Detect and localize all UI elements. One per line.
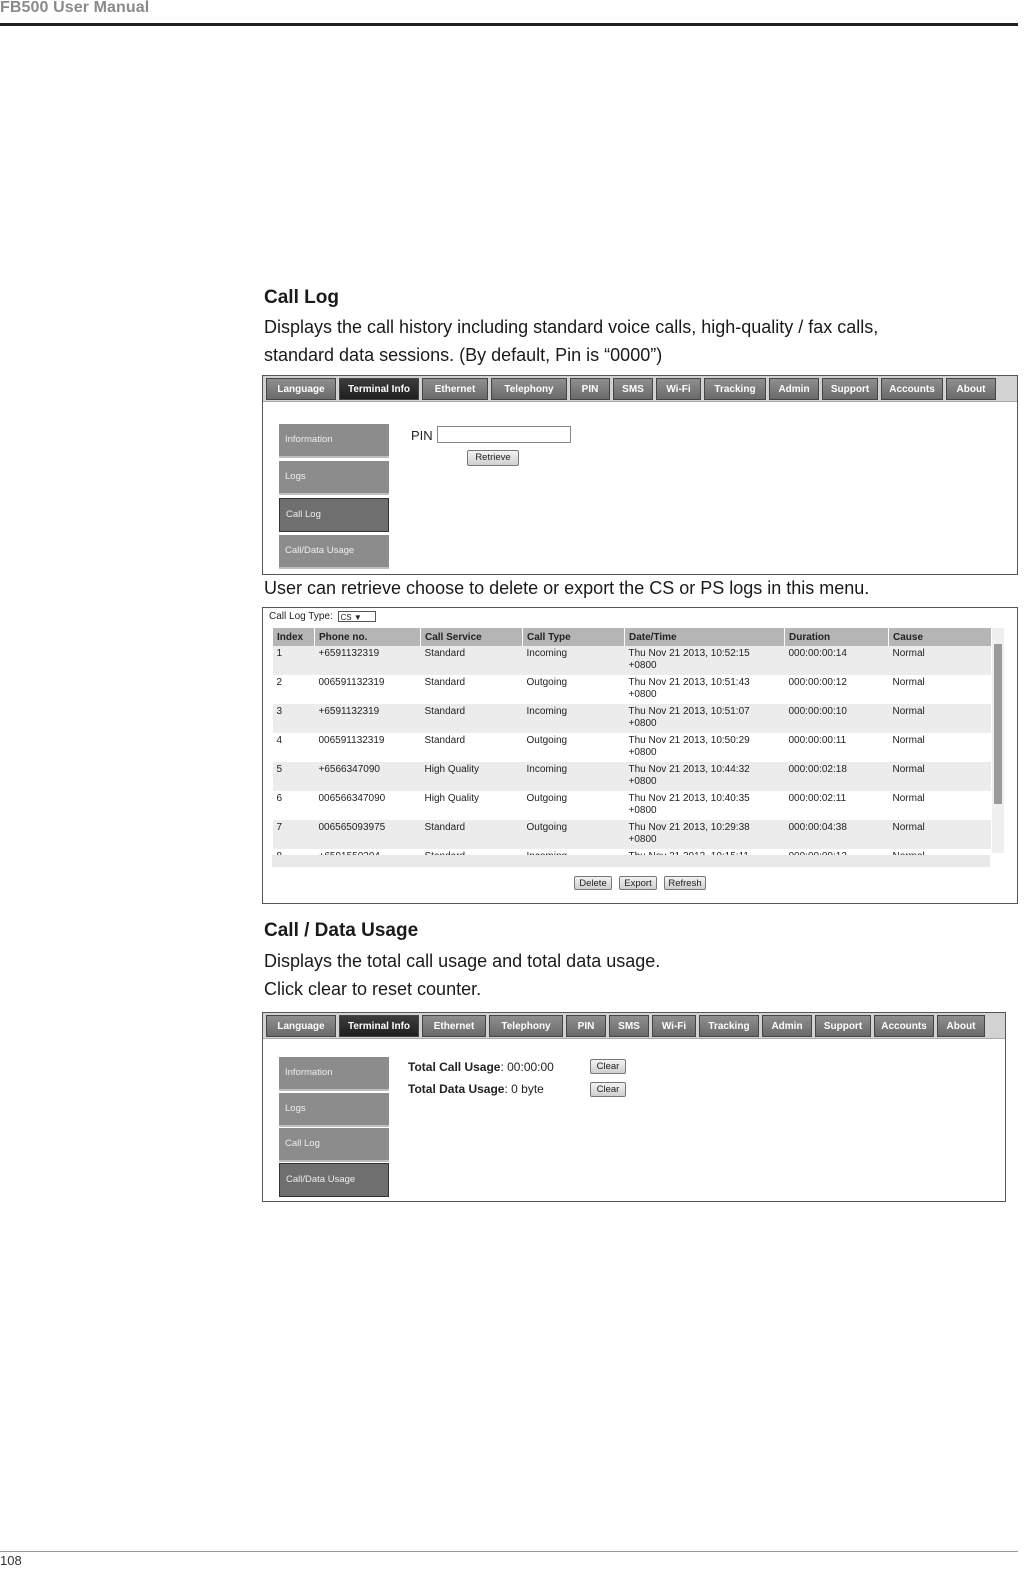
sidebar-item-information[interactable]: Information bbox=[279, 1057, 389, 1091]
total-data-usage-value: : 0 byte bbox=[504, 1082, 544, 1096]
table-cell bbox=[625, 791, 785, 820]
cell-text: 5 bbox=[276, 764, 283, 775]
cell-text: Incoming bbox=[526, 764, 568, 775]
table-cell bbox=[889, 762, 991, 791]
table-cell bbox=[421, 675, 523, 704]
usage-screenshot bbox=[262, 1012, 1006, 1202]
table-row[interactable] bbox=[273, 791, 991, 820]
cell-text: Outgoing bbox=[526, 793, 568, 804]
tab-language[interactable]: Language bbox=[266, 378, 336, 400]
sidebar-item-logs[interactable]: Logs bbox=[279, 461, 389, 495]
cell-text: +0800 bbox=[628, 776, 657, 787]
table-row[interactable] bbox=[273, 704, 991, 733]
call-log-heading: Call Log bbox=[264, 287, 339, 308]
table-header-row bbox=[273, 628, 991, 646]
cell-text: Normal bbox=[892, 735, 925, 746]
cell-text: Thu Nov 21 2013, 10:51:43 bbox=[628, 677, 750, 688]
table-cell bbox=[273, 762, 315, 791]
table-cell bbox=[315, 675, 421, 704]
table-cell bbox=[523, 820, 625, 849]
table-cell bbox=[889, 704, 991, 733]
sidebar-item-call-log[interactable]: Call Log bbox=[279, 1128, 389, 1162]
pin-screenshot bbox=[262, 375, 1018, 575]
cell-text: +6591132319 bbox=[318, 648, 380, 659]
tab-wifi[interactable]: Wi-Fi bbox=[652, 1015, 696, 1037]
usage-description-1: Displays the total call usage and total data usage. bbox=[264, 951, 661, 971]
cell-text: Normal bbox=[892, 677, 925, 688]
cell-text: 000:00:02:11 bbox=[788, 793, 847, 804]
call-log-type-value: CS bbox=[340, 613, 352, 622]
sidebar-item-call-data-usage[interactable]: Call/Data Usage bbox=[279, 535, 389, 569]
table-row[interactable] bbox=[273, 646, 991, 675]
table-row[interactable] bbox=[273, 733, 991, 762]
cell-text: Thu Nov 21 2013, 10:52:15 bbox=[628, 648, 750, 659]
call-log-type-bar bbox=[269, 611, 376, 622]
cell-text: Incoming bbox=[526, 706, 568, 717]
table-cell bbox=[625, 762, 785, 791]
tab-tracking[interactable]: Tracking bbox=[699, 1015, 759, 1037]
tab-language[interactable]: Language bbox=[266, 1015, 336, 1037]
table-cell bbox=[625, 733, 785, 762]
retrieve-button[interactable]: Retrieve bbox=[467, 450, 519, 466]
tab-wifi[interactable]: Wi-Fi bbox=[656, 378, 701, 400]
cell-text: Outgoing bbox=[526, 677, 568, 688]
cell-text: Thu Nov 21 2013, 10:50:29 bbox=[628, 735, 750, 746]
table-cell bbox=[523, 675, 625, 704]
cell-text: High Quality bbox=[424, 793, 479, 804]
sidebar-item-call-data-usage[interactable]: Call/Data Usage bbox=[279, 1163, 389, 1197]
cell-text: 2 bbox=[276, 677, 283, 688]
table-cell bbox=[315, 791, 421, 820]
cell-text: +6591132319 bbox=[318, 706, 380, 717]
page-number: 108 bbox=[0, 1553, 22, 1568]
clear-data-usage-button[interactable]: Clear bbox=[590, 1082, 626, 1097]
column-header[interactable]: Phone no. bbox=[315, 628, 421, 646]
pin-label: PIN bbox=[411, 428, 433, 443]
table-cell bbox=[889, 820, 991, 849]
column-header[interactable]: Date/Time bbox=[625, 628, 785, 646]
table-cell bbox=[889, 675, 991, 704]
table-cell bbox=[785, 646, 889, 675]
cell-text: 006565093975 bbox=[318, 822, 386, 833]
cell-text: 000:00:00:12 bbox=[788, 677, 847, 688]
pin-input[interactable] bbox=[437, 426, 571, 443]
table-cell bbox=[315, 762, 421, 791]
table-cell bbox=[273, 675, 315, 704]
tab-tracking[interactable]: Tracking bbox=[704, 378, 766, 400]
footer-rule bbox=[0, 1551, 1018, 1552]
cell-text: Standard bbox=[424, 677, 466, 688]
cell-text: +0800 bbox=[628, 747, 657, 758]
table-cell bbox=[889, 791, 991, 820]
usage-heading: Call / Data Usage bbox=[264, 920, 419, 941]
table-cell bbox=[785, 733, 889, 762]
table-cell bbox=[889, 646, 991, 675]
total-data-usage-label: Total Data Usage bbox=[408, 1082, 505, 1096]
call-log-type-label: Call Log Type: bbox=[269, 611, 333, 623]
cell-text: Thu Nov 21 2013, 10:44:32 bbox=[628, 764, 750, 775]
table-cell bbox=[785, 675, 889, 704]
table-cell bbox=[523, 762, 625, 791]
total-call-usage-value: : 00:00:00 bbox=[500, 1060, 554, 1074]
tab-telephony[interactable]: Telephony bbox=[489, 1015, 563, 1037]
cell-text: 3 bbox=[276, 706, 283, 717]
table-cell bbox=[421, 646, 523, 675]
table-cell bbox=[315, 646, 421, 675]
vertical-scrollbar[interactable] bbox=[992, 628, 1004, 853]
table-cell bbox=[421, 791, 523, 820]
tab-about[interactable]: About bbox=[946, 378, 996, 400]
column-header[interactable]: Call Type bbox=[523, 628, 625, 646]
tab-admin[interactable]: Admin bbox=[762, 1015, 812, 1037]
cell-text: 006566347090 bbox=[318, 793, 386, 804]
call-log-description-1: Displays the call history including standard voice calls, high-quality / fax calls, bbox=[264, 317, 879, 337]
cell-text: Normal bbox=[892, 706, 925, 717]
table-cell bbox=[523, 704, 625, 733]
cell-text: Normal bbox=[892, 793, 925, 804]
header-rule bbox=[0, 23, 1018, 26]
cell-text: 4 bbox=[276, 735, 283, 746]
cell-text: +0800 bbox=[628, 660, 657, 671]
tab-about[interactable]: About bbox=[937, 1015, 985, 1037]
usage-description-2: Click clear to reset counter. bbox=[264, 979, 482, 999]
cell-text: 000:00:00:14 bbox=[788, 648, 847, 659]
column-header[interactable]: Call Service bbox=[421, 628, 523, 646]
tab-support[interactable]: Support bbox=[815, 1015, 871, 1037]
table-row[interactable] bbox=[273, 762, 991, 791]
cell-text: Standard bbox=[424, 735, 466, 746]
table-cell bbox=[785, 791, 889, 820]
call-log-description-2: standard data sessions. (By default, Pin is “0000”) bbox=[264, 345, 663, 365]
table-cell bbox=[889, 733, 991, 762]
sidebar-item-logs[interactable]: Logs bbox=[279, 1093, 389, 1127]
table-row[interactable] bbox=[273, 820, 991, 849]
cell-text: 7 bbox=[276, 822, 283, 833]
horizontal-scrollbar[interactable] bbox=[272, 855, 990, 867]
cell-text: +0800 bbox=[628, 805, 657, 816]
total-call-usage-label: Total Call Usage bbox=[408, 1060, 501, 1074]
tab-sms[interactable]: SMS bbox=[609, 1015, 649, 1037]
table-cell bbox=[315, 704, 421, 733]
cell-text: Normal bbox=[892, 822, 925, 833]
chevron-down-icon: ▼ bbox=[353, 613, 362, 622]
tab-support[interactable]: Support bbox=[822, 378, 878, 400]
table-cell bbox=[785, 762, 889, 791]
call-log-type-select[interactable] bbox=[338, 611, 376, 622]
cell-text: 000:00:00:10 bbox=[788, 706, 847, 717]
table-cell bbox=[273, 733, 315, 762]
cell-text: Outgoing bbox=[526, 735, 568, 746]
cell-text: Normal bbox=[892, 648, 925, 659]
column-header[interactable]: Cause bbox=[889, 628, 991, 646]
table-cell bbox=[273, 791, 315, 820]
cell-text: +0800 bbox=[628, 718, 657, 729]
cell-text: 000:00:00:11 bbox=[788, 735, 847, 746]
cell-text: Outgoing bbox=[526, 822, 568, 833]
cell-text: Normal bbox=[892, 764, 925, 775]
tab-bar bbox=[263, 1013, 1005, 1039]
cell-text: Thu Nov 21 2013, 10:51:07 bbox=[628, 706, 750, 717]
table-cell bbox=[421, 762, 523, 791]
table-cell bbox=[421, 704, 523, 733]
call-log-export-text: User can retrieve choose to delete or export the CS or PS logs in this menu. bbox=[264, 578, 870, 598]
clear-call-usage-button[interactable]: Clear bbox=[590, 1059, 626, 1074]
table-cell bbox=[523, 791, 625, 820]
cell-text: +6566347090 bbox=[318, 764, 380, 775]
cell-text: Incoming bbox=[526, 648, 568, 659]
tab-terminal-info[interactable]: Terminal Info bbox=[339, 378, 419, 400]
table-cell bbox=[625, 704, 785, 733]
cell-text: Standard bbox=[424, 648, 466, 659]
cell-text: 6 bbox=[276, 793, 283, 804]
table-cell bbox=[421, 733, 523, 762]
manual-header-title: FB500 User Manual bbox=[0, 0, 150, 16]
cell-text: Standard bbox=[424, 822, 466, 833]
table-cell bbox=[273, 820, 315, 849]
total-call-usage bbox=[408, 1060, 554, 1074]
cell-text: 000:00:02:18 bbox=[788, 764, 847, 775]
table-cell bbox=[625, 675, 785, 704]
table-cell bbox=[785, 704, 889, 733]
tab-accounts[interactable]: Accounts bbox=[881, 378, 943, 400]
cell-text: High Quality bbox=[424, 764, 479, 775]
cell-text: Thu Nov 21 2013, 10:40:35 bbox=[628, 793, 750, 804]
table-cell bbox=[625, 646, 785, 675]
sidebar-item-call-log[interactable]: Call Log bbox=[279, 498, 389, 532]
sidebar-item-information[interactable]: Information bbox=[279, 424, 389, 458]
refresh-button[interactable]: Refresh bbox=[664, 876, 706, 890]
table-row[interactable] bbox=[273, 675, 991, 704]
column-header[interactable]: Index bbox=[273, 628, 315, 646]
tab-bar bbox=[263, 376, 1017, 402]
cell-text: +0800 bbox=[628, 834, 657, 845]
export-button[interactable]: Export bbox=[619, 876, 657, 890]
cell-text: 000:00:04:38 bbox=[788, 822, 847, 833]
tab-telephony[interactable]: Telephony bbox=[491, 378, 567, 400]
call-log-table-screenshot bbox=[262, 607, 1018, 904]
call-log-table bbox=[272, 628, 991, 878]
tab-ethernet[interactable]: Ethernet bbox=[422, 378, 488, 400]
cell-text: Thu Nov 21 2013, 10:29:38 bbox=[628, 822, 750, 833]
cell-text: 006591132319 bbox=[318, 735, 385, 746]
cell-text: 1 bbox=[276, 648, 283, 659]
tab-admin[interactable]: Admin bbox=[769, 378, 819, 400]
table-cell bbox=[523, 733, 625, 762]
tab-terminal-info[interactable]: Terminal Info bbox=[339, 1015, 419, 1037]
total-data-usage bbox=[408, 1082, 544, 1096]
cell-text: Standard bbox=[424, 706, 466, 717]
tab-pin[interactable]: PIN bbox=[570, 378, 610, 400]
cell-text: +0800 bbox=[628, 689, 657, 700]
table-cell bbox=[523, 646, 625, 675]
table-cell bbox=[625, 820, 785, 849]
tab-sms[interactable]: SMS bbox=[613, 378, 653, 400]
table-cell bbox=[315, 820, 421, 849]
column-header[interactable]: Duration bbox=[785, 628, 889, 646]
table-cell bbox=[785, 820, 889, 849]
scroll-thumb[interactable] bbox=[994, 644, 1002, 804]
table-cell bbox=[273, 704, 315, 733]
table-cell bbox=[421, 820, 523, 849]
delete-button[interactable]: Delete bbox=[574, 876, 612, 890]
tab-accounts[interactable]: Accounts bbox=[874, 1015, 934, 1037]
cell-text: 006591132319 bbox=[318, 677, 385, 688]
tab-ethernet[interactable]: Ethernet bbox=[422, 1015, 486, 1037]
table-cell bbox=[273, 646, 315, 675]
table-cell bbox=[315, 733, 421, 762]
tab-pin[interactable]: PIN bbox=[566, 1015, 606, 1037]
